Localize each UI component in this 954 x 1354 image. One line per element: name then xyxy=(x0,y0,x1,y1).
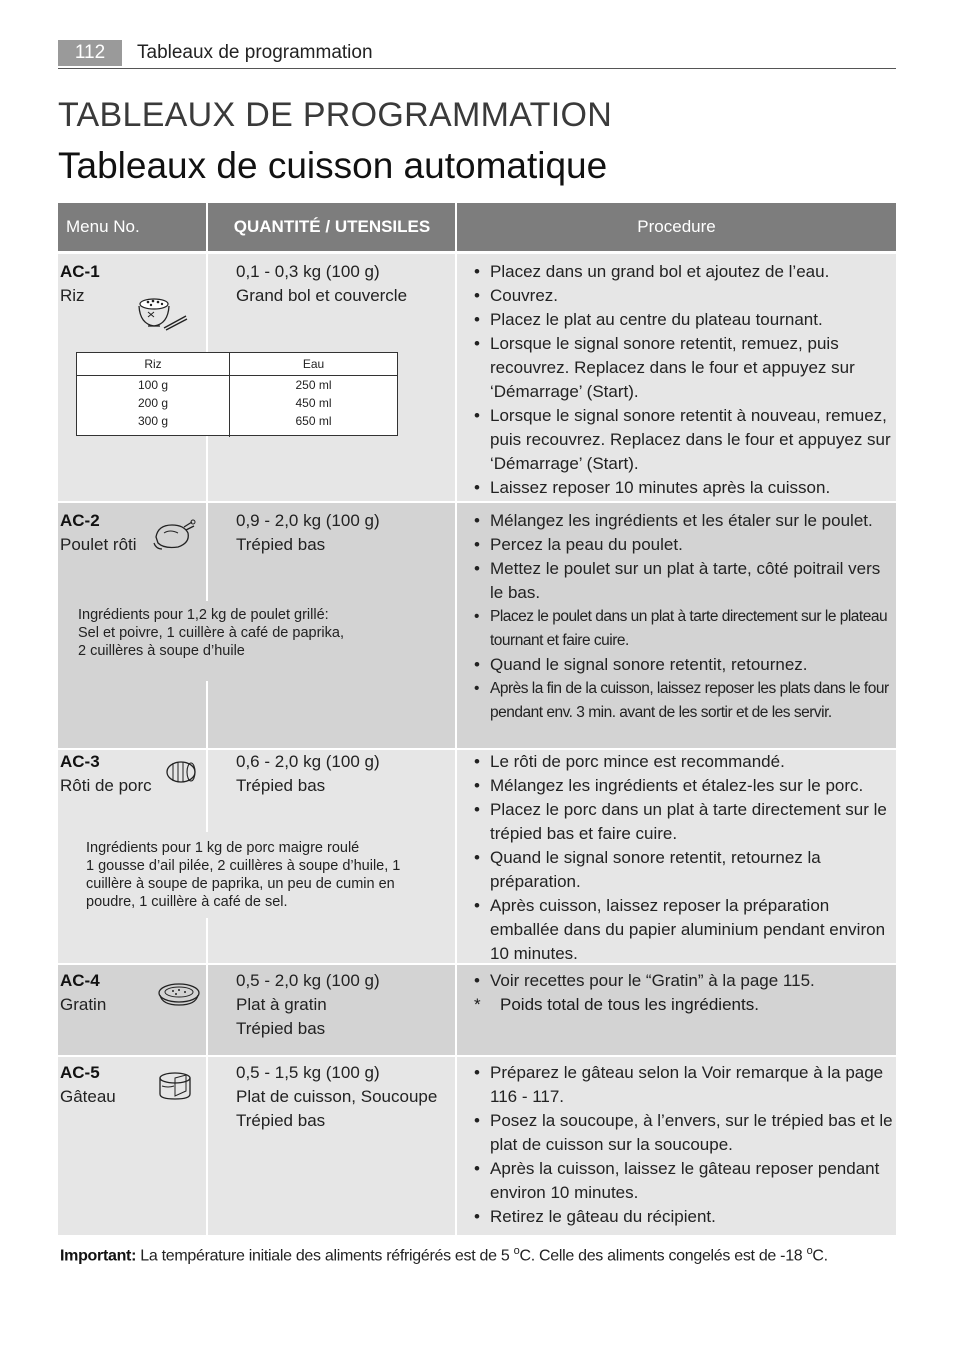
procedure-step: • Lorsque le signal sonore retentit, remuez, puis recouvrez. Replacez dans le four et appuyez sur ‘Démarrage’ (Start). xyxy=(474,332,894,404)
procedure-step: • Placez dans un grand bol et ajoutez de l’eau. xyxy=(474,260,894,284)
quantity-line: 0,5 - 2,0 kg (100 g) xyxy=(236,971,380,990)
section-title: TABLEAUX DE PROGRAMMATION xyxy=(58,96,613,134)
procedure-step: • Laissez reposer 10 minutes après la cuisson. xyxy=(474,476,894,500)
note-line: 1 gousse d’ail pilée, 2 cuillères à soupe d’huile, 1 xyxy=(86,858,401,874)
utensil-line: Trépied bas xyxy=(236,1019,326,1038)
procedure-step: • Mélangez les ingrédients et les étaler sur le poulet. xyxy=(474,509,894,533)
menu-code: AC-2 xyxy=(60,511,100,530)
column-separator xyxy=(206,965,208,1055)
mini-cell: 300 g xyxy=(137,414,169,428)
mini-cell: 250 ml xyxy=(295,378,332,392)
note-line: Ingrédients pour 1 kg de porc maigre roulé xyxy=(86,840,360,856)
utensil-line: Plat à gratin xyxy=(236,995,327,1014)
procedure-step: • Mélangez les ingrédients et étalez-les sur le porc. xyxy=(474,774,894,798)
menu-name: Gratin xyxy=(60,995,107,1014)
procedure-list xyxy=(474,1061,894,1229)
procedure-step: • Quand le signal sonore retentit, retournez la préparation. xyxy=(474,846,894,894)
rice-water-table xyxy=(76,352,398,436)
column-separator xyxy=(206,750,208,832)
degree-sup: o xyxy=(513,1245,520,1257)
table-row xyxy=(58,1057,896,1235)
column-separator xyxy=(455,965,457,1055)
cake-icon xyxy=(156,1069,194,1103)
procedure-list xyxy=(474,260,894,500)
table-row xyxy=(58,750,896,963)
quantity-line: 0,9 - 2,0 kg (100 g) xyxy=(236,511,380,530)
ingredients-note xyxy=(86,839,400,911)
procedure-step: • Après la cuisson, laissez le gâteau reposer pendant environ 10 minutes. xyxy=(474,1157,894,1205)
column-separator xyxy=(206,918,208,963)
column-separator xyxy=(455,1057,457,1235)
utensil-line: Grand bol et couvercle xyxy=(236,286,408,305)
menu-name: Rôti de porc xyxy=(60,776,152,795)
column-header-menu: Menu No. xyxy=(66,217,140,236)
procedure-step: • Placez le poulet dans un plat à tarte directement sur le plateau tournant et faire cuire. xyxy=(474,605,894,653)
column-separator xyxy=(455,750,457,963)
column-separator xyxy=(455,503,457,748)
procedure-step: • Placez le porc dans un plat à tarte directement sur le trépied bas et faire cuire. xyxy=(474,798,894,846)
note-line: poudre, 1 cuillère à café de sel. xyxy=(86,894,288,910)
header-divider xyxy=(58,68,896,69)
page-number: 112 xyxy=(58,40,122,66)
mini-header-rice: Riz xyxy=(77,353,229,376)
procedure-step: • Placez le plat au centre du plateau tournant. xyxy=(474,308,894,332)
menu-code: AC-4 xyxy=(60,971,100,990)
procedure-step: • Percez la peau du poulet. xyxy=(474,533,894,557)
procedure-step: • Quand le signal sonore retentit, retournez. xyxy=(474,653,894,677)
procedure-step: • Après la fin de la cuisson, laissez reposer les plats dans le four pendant env. 3 min. avant de les sortir et de les servir. xyxy=(474,677,894,725)
mini-header-water: Eau xyxy=(230,353,397,376)
column-separator xyxy=(455,254,457,501)
mini-cell: 450 ml xyxy=(295,396,332,410)
column-header-procedure: Procedure xyxy=(637,217,716,236)
roast-chicken-icon xyxy=(150,519,196,551)
important-text: C. Celle des aliments congelés est de -18 xyxy=(519,1247,803,1265)
pork-roast-icon xyxy=(164,758,198,786)
menu-code: AC-3 xyxy=(60,752,100,771)
rice-bowl-icon xyxy=(134,292,188,332)
procedure-step: • Préparez le gâteau selon la Voir remarque à la page 116 - 117. xyxy=(474,1061,894,1109)
degree-sup: o xyxy=(806,1245,813,1257)
procedure-step: • Couvrez. xyxy=(474,284,894,308)
table-header xyxy=(58,203,896,251)
procedure-step: • Mettez le poulet sur un plat à tarte, côté poitrail vers le bas. xyxy=(474,557,894,605)
important-text: La température initiale des aliments réfrigérés est de 5 xyxy=(140,1247,510,1265)
important-text: C. xyxy=(812,1247,828,1265)
utensil-line: Trépied bas xyxy=(236,535,326,554)
menu-name: Riz xyxy=(60,286,85,305)
quantity-line: 0,1 - 0,3 kg (100 g) xyxy=(236,262,380,281)
procedure-step: • Retirez le gâteau du récipient. xyxy=(474,1205,894,1229)
procedure-list xyxy=(474,969,894,993)
note-line: Sel et poivre, 1 cuillère à café de paprika, xyxy=(78,625,344,641)
menu-code: AC-5 xyxy=(60,1063,100,1082)
utensil-line: Trépied bas xyxy=(236,776,326,795)
ingredients-note xyxy=(78,606,344,660)
menu-name: Gâteau xyxy=(60,1087,116,1106)
page-title: Tableaux de cuisson automatique xyxy=(58,145,608,186)
note-line: 2 cuillères à soupe d’huile xyxy=(78,643,245,659)
footnote-text: Poids total de tous les ingrédients. xyxy=(500,995,759,1014)
important-label: Important: xyxy=(60,1247,137,1265)
column-separator xyxy=(206,1057,208,1235)
procedure-step: • Posez la soucoupe, à l’envers, sur le trépied bas et le plat de cuisson sur la soucoupe. xyxy=(474,1109,894,1157)
utensil-line: Plat de cuisson, Soucoupe xyxy=(236,1087,438,1106)
column-separator xyxy=(206,681,208,748)
table-row xyxy=(58,965,896,1055)
quantity-line: 0,5 - 1,5 kg (100 g) xyxy=(236,1063,380,1082)
column-separator xyxy=(206,503,208,601)
quantity-line: 0,6 - 2,0 kg (100 g) xyxy=(236,752,380,771)
note-line: cuillère à soupe de paprika, un peu de cumin en xyxy=(86,876,395,892)
footnote-marker: * xyxy=(474,995,481,1014)
menu-code: AC-1 xyxy=(60,262,100,281)
table-row xyxy=(58,254,896,501)
procedure-step: • Voir recettes pour le “Gratin” à la page 115. xyxy=(474,969,894,993)
mini-cell: 200 g xyxy=(137,396,169,410)
gratin-dish-icon xyxy=(156,979,202,1009)
important-note xyxy=(60,1240,828,1267)
column-header-quantity: QUANTITÉ / UTENSILES xyxy=(233,217,431,236)
mini-cell: 100 g xyxy=(137,378,169,392)
procedure-step: • Après cuisson, laissez reposer la préparation emballée dans du papier aluminium pendant environ 10 minutes. xyxy=(474,894,894,966)
note-line: Ingrédients pour 1,2 kg de poulet grillé: xyxy=(78,607,329,623)
procedure-list xyxy=(474,509,894,725)
menu-name: Poulet rôti xyxy=(60,535,137,554)
procedure-list xyxy=(474,750,894,966)
mini-cell: 650 ml xyxy=(295,414,332,428)
running-title: Tableaux de programmation xyxy=(137,42,373,63)
procedure-step: • Le rôti de porc mince est recommandé. xyxy=(474,750,894,774)
table-row xyxy=(58,503,896,748)
procedure-step: • Lorsque le signal sonore retentit à nouveau, remuez, puis recouvrez. Replacez dans le four et appuyez sur ‘Démarrage’ (Start). xyxy=(474,404,894,476)
utensil-line: Trépied bas xyxy=(236,1111,326,1130)
